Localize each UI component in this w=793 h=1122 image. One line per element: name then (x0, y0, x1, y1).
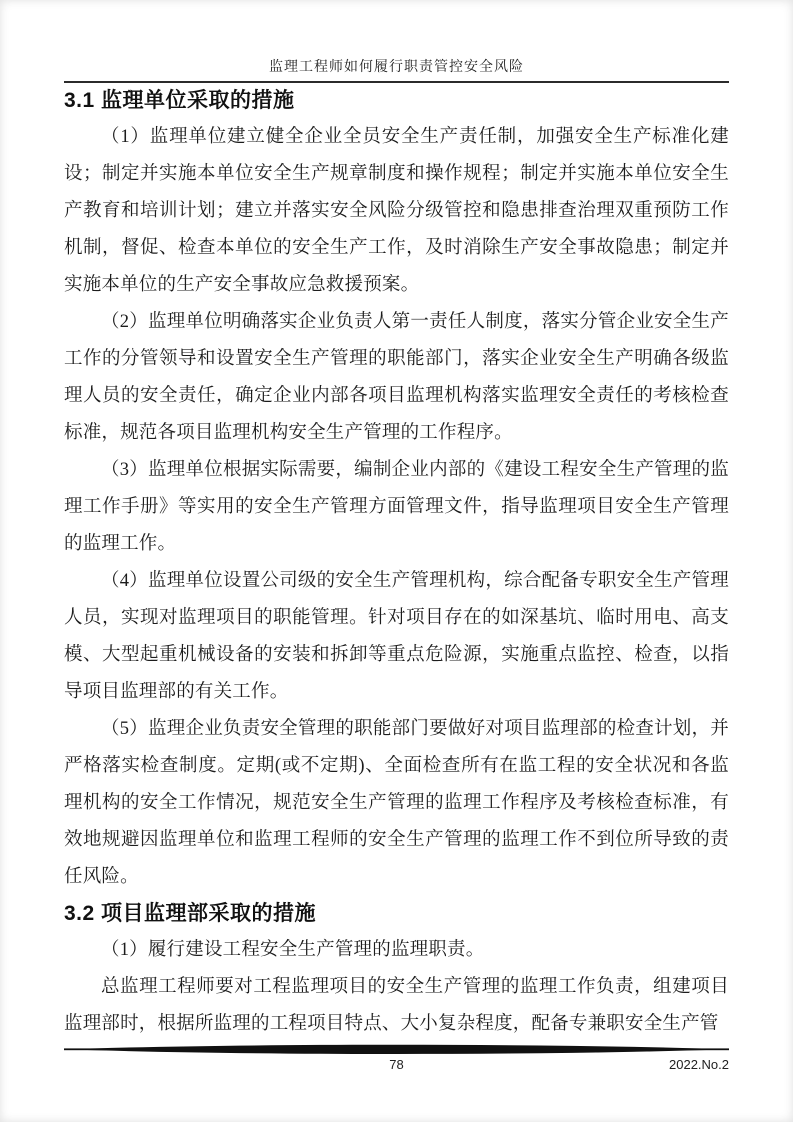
paragraph-3-1-3: （3）监理单位根据实际需要，编制企业内部的《建设工程安全生产管理的监理工作手册》等实用的安全生产管理方面管理文件，指导监理项目安全生产管理的监理工作。 (64, 460, 729, 554)
footer-rule-bar (64, 1044, 729, 1055)
footer-row (64, 1056, 729, 1076)
section-heading-3-1: 3.1 监理单位采取的措施 (64, 89, 295, 112)
running-title: 监理工程师如何履行职责管控安全风险 (269, 60, 524, 75)
paragraph-3-1-4: （4）监理单位设置公司级的安全生产管理机构，综合配备专职安全生产管理人员，实现对监理项目的职能管理。针对项目存在的如深基坑、临时用电、高支模、大型起重机械设备的安装和拆卸等重点危险源，实施重点监控、检查，以指导项目监理部的有关工作。 (64, 571, 729, 702)
paragraph-3-1-1: （1）监理单位建立健全企业全员安全生产责任制，加强安全生产标准化建设；制定并实施本单位安全生产规章制度和操作规程；制定并实施本单位安全生产教育和培训计划；建立并落实安全风险分级管控和隐患排查治理双重预防工作机制，督促、检查本单位的安全生产工作，及时消除生产安全事故隐患；制定并实施本单位的生产安全事故应急救援预案。 (64, 127, 729, 295)
section-heading-3-2: 3.2 项目监理部采取的措施 (64, 902, 317, 925)
paragraph-3-1-2: （2）监理单位明确落实企业负责人第一责任人制度，落实分管企业安全生产工作的分管领导和设置安全生产管理的职能部门，落实企业安全生产明确各级监理人员的安全责任，确定企业内部各项目监理机构落实监理安全责任的考核检查标准，规范各项目监理机构安全生产管理的工作程序。 (64, 312, 729, 443)
page-header (64, 57, 729, 83)
document-body (64, 83, 729, 1043)
page-number: 78 (389, 1057, 404, 1072)
issue-label: 2022.No.2 (669, 1057, 729, 1072)
paragraph-3-2-1: （1）履行建设工程安全生产管理的监理职责。 (101, 940, 485, 960)
page-content (64, 57, 729, 1043)
paragraph-3-2-2: 总监理工程师要对工程监理项目的安全生产管理的监理工作负责，组建项目监理部时，根据所监理的工程项目特点、大小复杂程度，配备专兼职安全生产管 (64, 977, 729, 1034)
paragraph-3-1-5: （5）监理企业负责安全管理的职能部门要做好对项目监理部的检查计划，并严格落实检查制度。定期(或不定期)、全面检查所有在监工程的安全状况和各监理机构的安全工作情况，规范安全生产管理的监理工作程序及考核检查标准，有效地规避因监理单位和监理工程师的安全生产管理的监理工作不到位所导致的责任风险。 (64, 719, 729, 887)
page-footer (64, 1044, 729, 1076)
